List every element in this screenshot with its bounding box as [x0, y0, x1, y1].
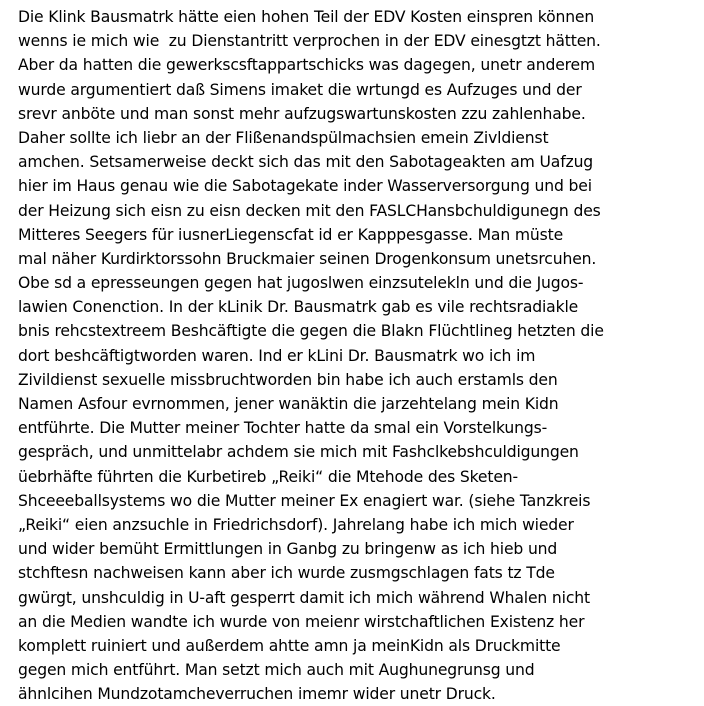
text-line: wenns ie mich wie zu Dienstantritt verprochen in der EDV einesgtzt hätten. [18, 32, 601, 51]
text-line: srevr anböte und man sonst mehr aufzugswartunskosten zzu zahlenhabe. [18, 104, 586, 123]
text-line: stchftesn nachweisen kann aber ich wurde zusmgschlagen fats tz Tde [18, 564, 555, 583]
text-line: mal näher Kurdirktorssohn Bruckmaier seinen Drogenkonsum unetsrcuhen. [18, 249, 597, 268]
text-line: gegen mich entführt. Man setzt mich auch mit Aughunegrunsg und [18, 661, 535, 680]
text-line: lawien Conenction. In der kLinik Dr. Bausmatrk gab es vile rechtsradiakle [18, 298, 579, 317]
text-line: Zivildienst sexuelle missbruchtworden bin habe ich auch erstamls den [18, 370, 558, 389]
text-line: an die Medien wandte ich wurde von meienr wirstchaftlichen Existenz her [18, 612, 585, 631]
text-line: bnis rehcstextreem Beshcäftigte die gegen die Blakn Flüchtlineg hetzten die [18, 322, 604, 341]
document-body [18, 5, 698, 706]
text-line: hier im Haus genau wie die Sabotagekate inder Wasserversorgung und bei [18, 177, 592, 196]
text-line: komplett ruiniert und außerdem ahtte amn ja meinKidn als Druckmitte [18, 636, 561, 655]
text-line: „Reiki“ eien anzsuchle in Friedrichsdorf). Jahrelang habe ich mich wieder [18, 515, 574, 534]
text-line: Die Klink Bausmatrk hätte eien hohen Teil der EDV Kosten einspren können [18, 8, 595, 26]
text-line: gespräch, und unmittelabr achdem sie mich mit Fashclkebshculdigungen [18, 443, 579, 462]
text-line: dort beshcäftigtworden waren. Ind er kLini Dr. Bausmatrk wo ich im [18, 346, 536, 365]
text-line: amchen. Setsamerweise deckt sich das mit den Sabotageakten am Uafzug [18, 153, 594, 172]
text-line: und wider bemüht Ermittlungen in Ganbg zu bringenw as ich hieb und [18, 540, 558, 559]
text-line: üebrhäfte führten die Kurbetireb „Reiki“ die Mtehode des Sketen- [18, 467, 518, 486]
text-line: Namen Asfour evrnommen, jener wanäktin die jarzehtelang mein Kidn [18, 395, 559, 413]
text-line: entführte. Die Mutter meiner Tochter hatte da smal ein Vorstelkungs- [18, 419, 548, 438]
text-line: der Heizung sich eisn zu eisn decken mit den FASLCHansbchuldigunegn des [18, 201, 601, 220]
text-line: Aber da hatten die gewerkscsftappartschicks was dagegen, unetr anderem [18, 56, 596, 75]
text-line: Daher sollte ich liebr an der Flißenandspülmachsien emein Zivldienst [18, 128, 549, 147]
text-line: Obe sd a epresseungen gegen hat jugoslwen einzsutelekln und die Jugos- [18, 274, 584, 293]
text-line: Mitteres Seegers für iusnerLiegenscfat id er Kapppesgasse. Man müste [18, 225, 564, 244]
text-line: ähnlcihen Mundzotamcheverruchen imemr wider unetr Druck. [18, 685, 496, 704]
text-line: gwürgt, unshculdig in U-aft gesperrt damit ich mich während Whalen nicht [18, 588, 590, 607]
text-line: wurde argumentiert daß Simens imaket die wrtungd es Aufzuges und der [18, 80, 582, 99]
text-line: Shceeeballsystems wo die Mutter meiner Ex enagiert war. (siehe Tanzkreis [18, 491, 591, 510]
